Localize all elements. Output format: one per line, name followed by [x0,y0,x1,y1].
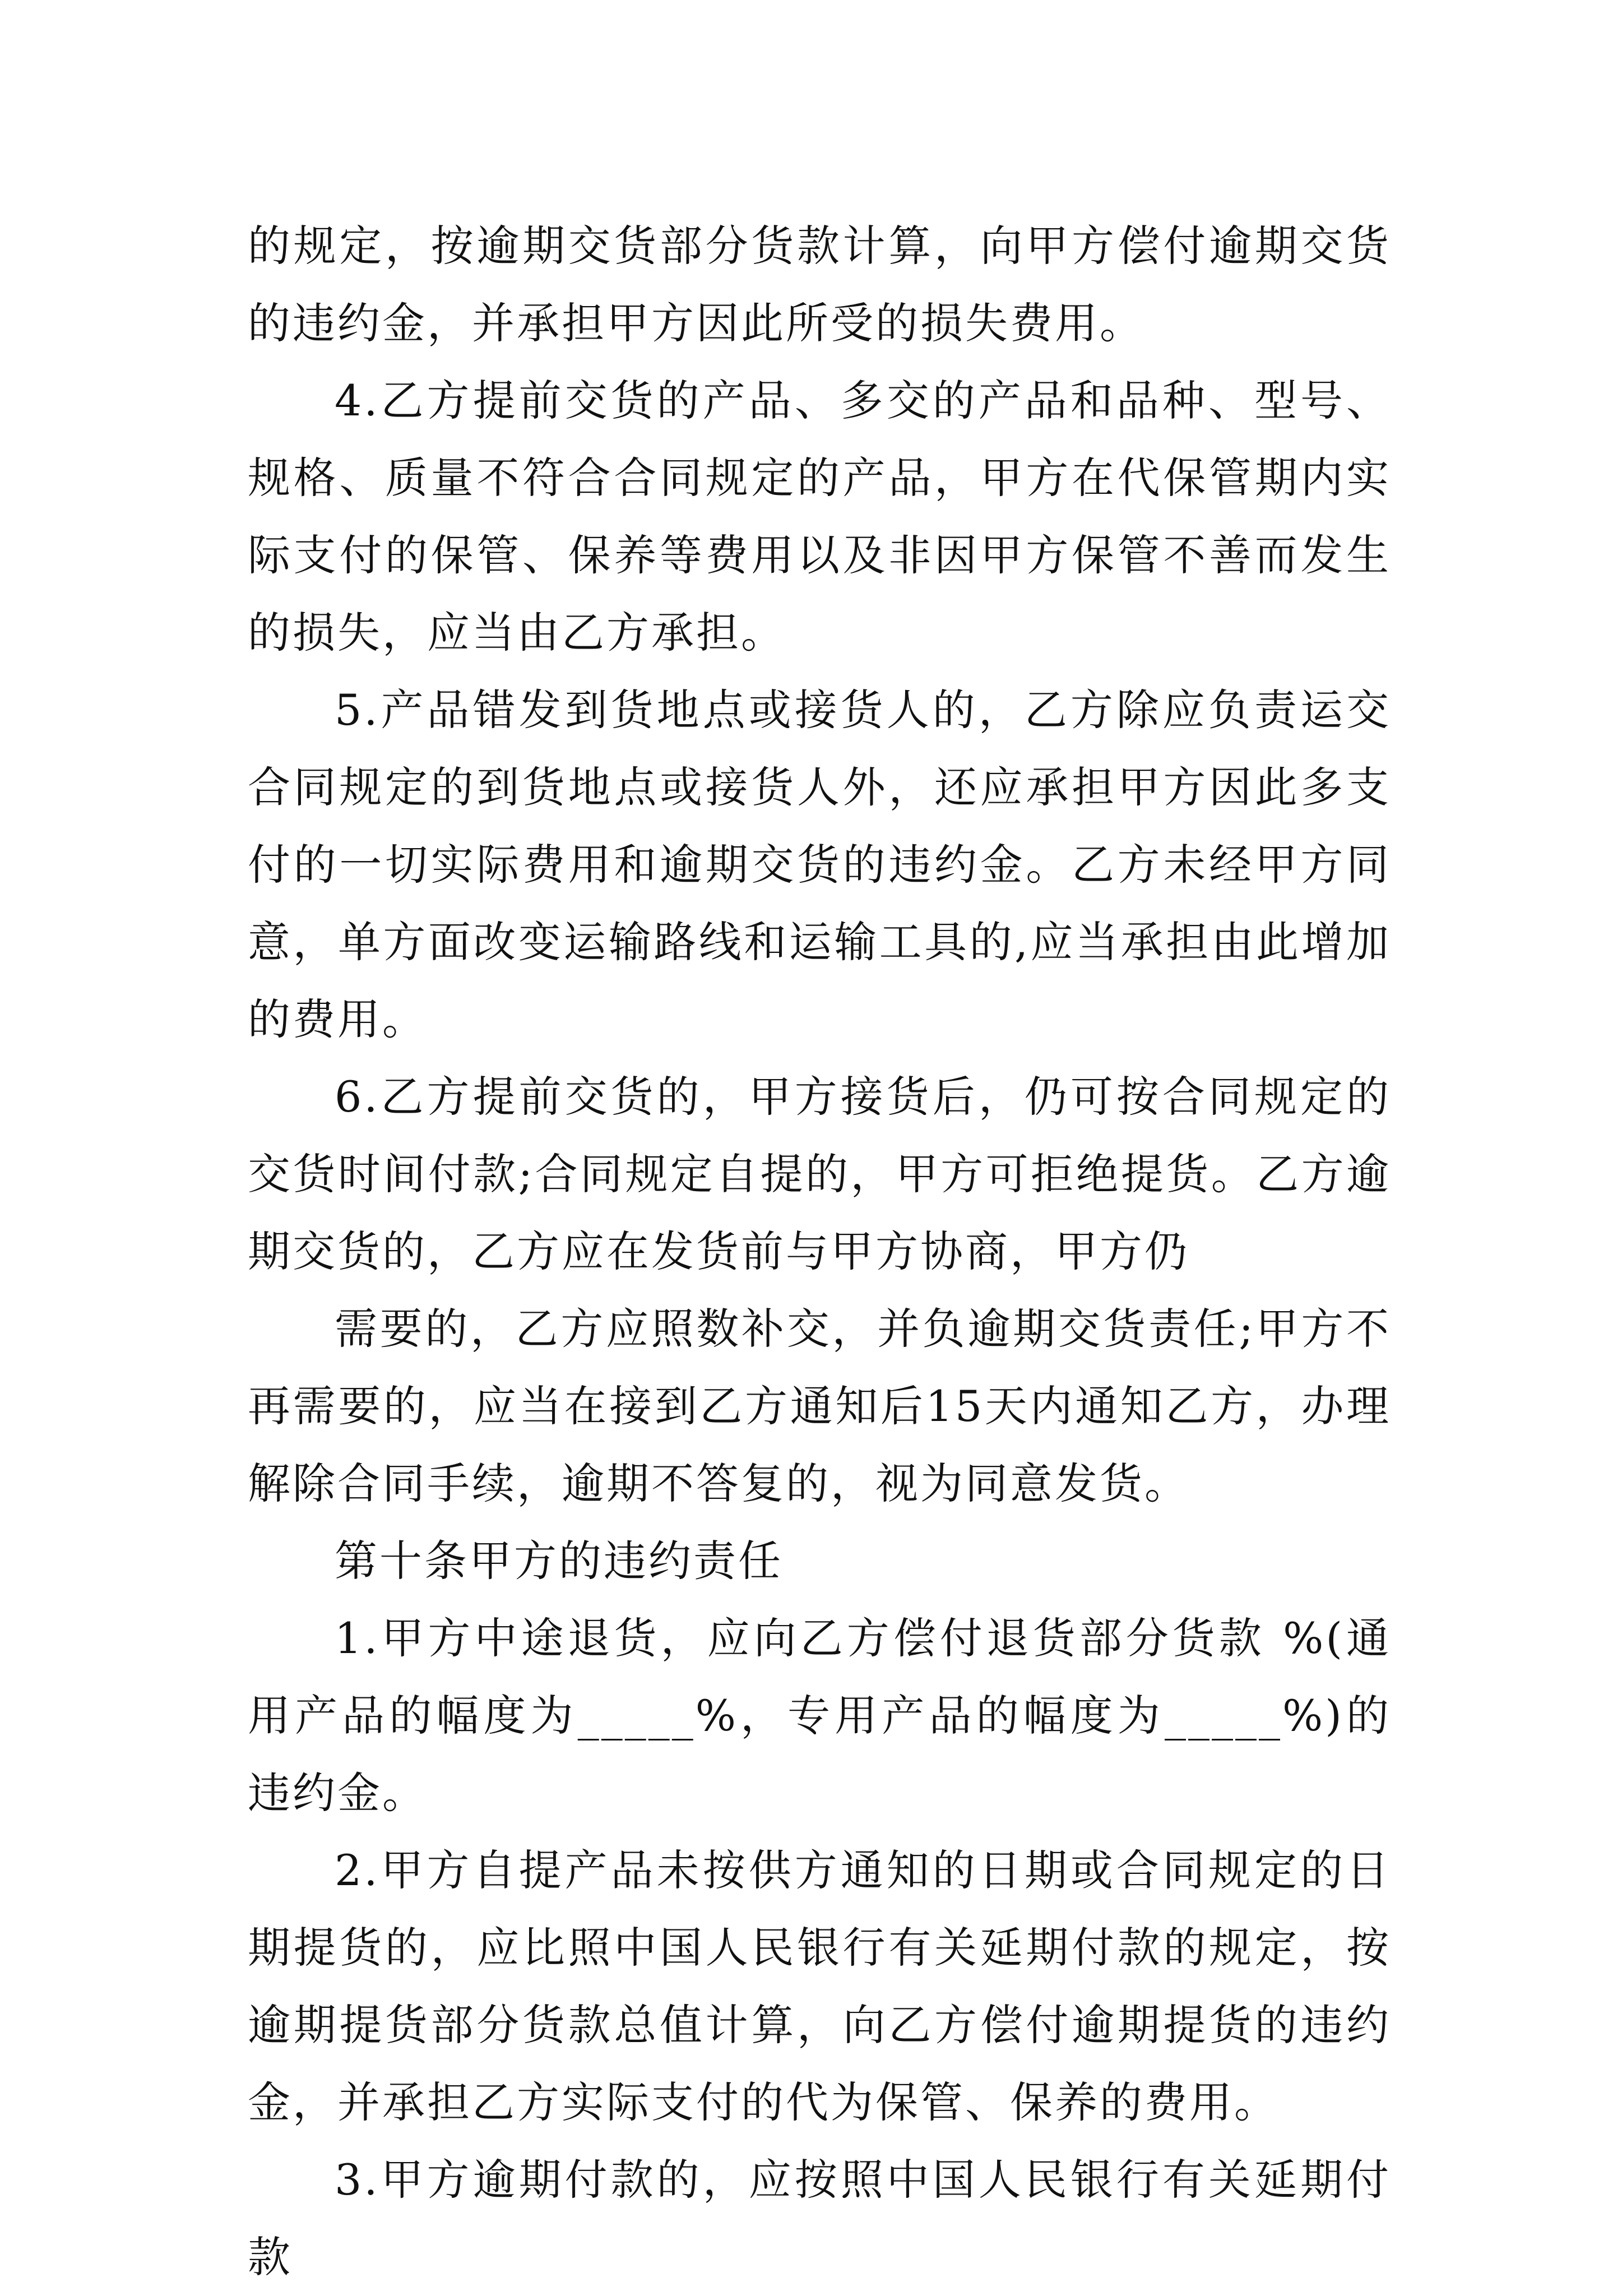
paragraph-clause-4: 4.乙方提前交货的产品、多交的产品和品种、型号、规格、质量不符合合同规定的产品，甲方在代保管期内实际支付的保管、保养等费用以及非因甲方保管不善而发生的损失，应当由乙方承担。 [248,376,1391,658]
paragraph-clause-6-continued: 需要的，乙方应照数补交，并负逾期交货责任;甲方不再需要的，应当在接到乙方通知后15天内通知乙方，办理解除合同手续，逾期不答复的，视为同意发货。 [248,1304,1391,1508]
paragraph-article-10-clause-1: 1.甲方中途退货，应向乙方偿付退货部分货款 %(通用产品的幅度为_____%，专用产品的幅度为_____%)的违约金。 [248,1613,1391,1818]
paragraph-clause-5: 5.产品错发到货地点或接货人的，乙方除应负责运交合同规定的到货地点或接货人外，还应承担甲方因此多支付的一切实际费用和逾期交货的违约金。乙方未经甲方同意，单方面改变运输路线和运输工具的,应当承担由此增加的费用。 [248,685,1391,1044]
paragraph-article-10-clause-3: 3.甲方逾期付款的，应按照中国人民银行有关延期付款 [248,2155,1391,2282]
paragraph-clause-6: 6.乙方提前交货的，甲方接货后，仍可按合同规定的交货时间付款;合同规定自提的，甲方可拒绝提货。乙方逾期交货的，乙方应在发货前与甲方协商，甲方仍 [248,1072,1391,1276]
document-body [248,207,1391,2296]
paragraph-continuation: 的规定，按逾期交货部分货款计算，向甲方偿付逾期交货的违约金，并承担甲方因此所受的损失费用。 [248,221,1391,348]
section-heading-article-10: 第十条甲方的违约责任 [335,1536,783,1586]
paragraph-article-10-clause-2: 2.甲方自提产品未按供方通知的日期或合同规定的日期提货的，应比照中国人民银行有关延期付款的规定，按逾期提货部分货款总值计算，向乙方偿付逾期提货的违约金，并承担乙方实际支付的代为保管、保养的费用。 [248,1845,1391,2127]
